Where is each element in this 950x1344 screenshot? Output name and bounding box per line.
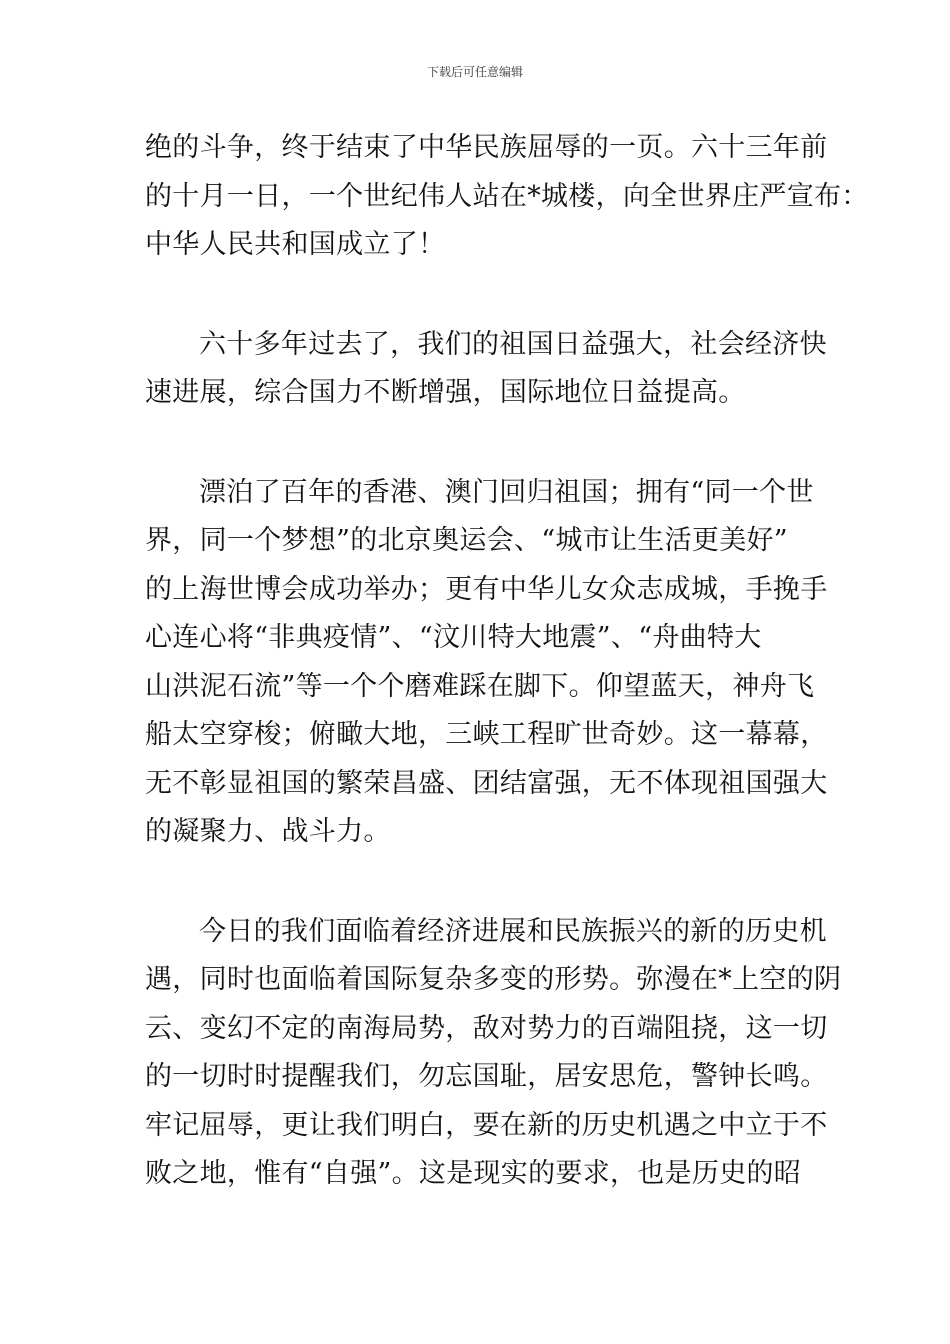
text-line: 中华人民共和国成立了！ (145, 229, 446, 260)
paragraph-spacer (145, 270, 807, 321)
text-line: 绝的斗争，终于结束了中华民族屈辱的一页。六十三年前 (145, 132, 828, 163)
text-line: 的凝聚力、战斗力。 (145, 816, 391, 847)
text-line: 速进展，综合国力不断增强，国际地位日益提高。 (145, 377, 746, 408)
text-line: 今日的我们面临着经济进展和民族振兴的新的历史机 (199, 915, 827, 947)
page-header: 下载后可任意编辑 (426, 65, 523, 79)
text-line: 船太空穿梭；俯瞰大地，三峡工程旷世奇妙。这一幕幕， (145, 719, 828, 750)
text-line: 无不彰显祖国的繁荣昌盛、团结富强，无不体现祖国强大 (145, 767, 828, 799)
text-line: 的十月一日，一个世纪伟人站在*城楼，向全世界庄严宣布： (145, 180, 869, 212)
paragraph-spacer (145, 857, 807, 908)
text-line: 的上海世博会成功举办；更有中华儿女众志成城，手挽手 (145, 573, 828, 605)
paragraph-3 (145, 469, 828, 857)
text-line: 遇，同时也面临着国际复杂多变的形势。弥漫在*上空的阴 (145, 964, 842, 995)
text-line: 界，同一个梦想”的北京奥运会、“城市让生活更美好” (145, 525, 788, 556)
paragraph-4 (145, 908, 842, 1199)
text-line: 云、变幻不定的南海局势，敌对势力的百端阻挠，这一切 (145, 1012, 828, 1044)
document-body (145, 124, 869, 1199)
paragraph-2 (145, 321, 827, 418)
paragraph-1 (145, 124, 869, 270)
text-line: 败之地，惟有“自强”。这是现实的要求，也是历史的昭 (145, 1158, 802, 1189)
text-line: 六十多年过去了，我们的祖国日益强大，社会经济快 (199, 328, 827, 360)
text-line: 漂泊了百年的香港、澳门回归祖国；拥有“同一个世 (199, 476, 814, 508)
text-line: 心连心将“非典疫情”、“汶川特大地震”、“舟曲特大 (145, 622, 762, 653)
paragraph-spacer (145, 418, 807, 469)
text-line: 牢记屈辱，更让我们明白，要在新的历史机遇之中立于不 (145, 1109, 828, 1141)
text-line: 的一切时时提醒我们，勿忘国耻，居安思危，警钟长鸣。 (145, 1061, 828, 1092)
text-line: 山洪泥石流”等一个个磨难踩在脚下。仰望蓝天，神舟飞 (145, 670, 815, 702)
